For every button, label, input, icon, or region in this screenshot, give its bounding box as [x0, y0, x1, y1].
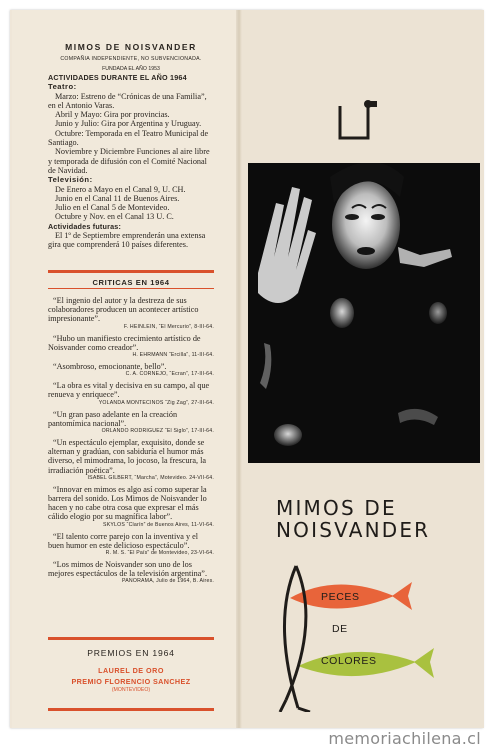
red-divider-top: [48, 270, 214, 273]
quote-text: “La obra es vital y decisiva en su campo, al que renueva y enriquece”.: [48, 381, 210, 400]
quote-text: “Un gran paso adelante en la creación pantomímica nacional”.: [48, 409, 178, 428]
tv-line: Julio en el Canal 5 de Montevideo.: [55, 203, 170, 213]
quote-source: PANORAMA, Julio de 1964, B. Aires.: [121, 578, 214, 585]
critic-quote: [48, 532, 214, 557]
quote-text: “El talento corre parejo con la inventiva y el buen humor en este delicioso espectáculo”.: [48, 531, 199, 550]
fish-word-colores: COLORES: [321, 655, 377, 667]
critic-quote: [48, 410, 214, 435]
red-divider-bottom: [48, 708, 214, 711]
quote-source: YOLANDA MONTECINOS “Zig Zag”, 27-III-64.: [98, 399, 214, 406]
quote-text: “Innovar en mimos es algo así como superar la barrera del sonido. Los Mimos de Noisvander lo hacen y no cabe otra cosa que expresar el más cálido elogio por su magnífica labor”.: [48, 484, 207, 522]
critic-quote: [48, 362, 214, 378]
center-fold: [236, 10, 242, 728]
critic-quote: [48, 334, 214, 359]
future-label: Actividades futuras:: [48, 221, 122, 231]
theater-line: Noviembre y Diciembre Funciones al aire libre y temporada de difusión con el Comité Nacional de Navidad.: [48, 147, 210, 175]
tv-line: De Enero a Mayo en el Canal 9, U. CH.: [55, 184, 186, 194]
critics-quotes: [48, 296, 214, 588]
critic-quote: [48, 485, 214, 529]
watermark: memoriachilena.cl: [328, 729, 481, 748]
quote-text: “Los mimos de Noisvander son uno de los mejores espectáculos de la televisión argentina”.: [48, 560, 207, 579]
quote-source: R. M. S. “El País” de Montevideo, 23-VI-64.: [105, 550, 214, 557]
quote-source: F. HEINLEIN, “El Mercurio”, 8-III-64.: [123, 323, 214, 330]
quote-source: H. EHRMANN “Ercilla”, 11-III-64.: [132, 352, 214, 359]
award-laurel: LAUREL DE ORO: [98, 666, 164, 675]
fish-graphic-icon: [276, 562, 440, 712]
tv-line: Octubre y Nov. en el Canal 13 U. C.: [55, 212, 174, 222]
quote-text: “Hubo un manifiesto crecimiento artístico de Noisvander como creador”.: [48, 333, 201, 352]
tv-line: Junio en el Canal 11 de Buenos Aires.: [55, 193, 180, 203]
company-title: MIMOS DE NOISVANDER: [65, 42, 197, 52]
future-text: El 1º de Septiembre emprenderán una extensa gira que comprenderá 10 países diferentes.: [48, 231, 206, 250]
activities-title: ACTIVIDADES DURANTE EL AÑO 1964: [48, 73, 187, 82]
awards-title: PREMIOS EN 1964: [87, 648, 175, 658]
critic-quote: [48, 296, 214, 331]
red-divider-critics: [48, 288, 214, 289]
company-subtitle: COMPAÑIA INDEPENDIENTE, NO SUBVENCIONADA.: [60, 56, 202, 62]
red-divider-awards: [48, 637, 214, 640]
theater-line: Marzo: Estreno de “Crónicas de una Familia”, en el Antonio Varas.: [48, 91, 207, 110]
tv-label: Televisión:: [48, 175, 93, 185]
critic-quote: [48, 381, 214, 406]
critics-title: CRITICAS EN 1964: [92, 278, 170, 287]
activities-section: [48, 73, 214, 250]
founded-note: FUNDADA EL AÑO 1953: [102, 66, 160, 72]
theater-line: Octubre: Temporada en el Teatro Municipal de Santiago.: [48, 128, 209, 148]
award-florencio: PREMIO FLORENCIO SANCHEZ: [71, 677, 191, 686]
cover-title-line1: MIMOS DE: [276, 496, 397, 520]
theater-label: Teatro:: [48, 82, 77, 92]
quote-text: “Asombroso, emocionante, bello”.: [53, 362, 167, 372]
quote-source: ISABEL GILBERT, “Marcha”, Motevideo. 24-VII-64.: [87, 474, 214, 481]
critic-quote: [48, 560, 214, 585]
theater-line: Abril y Mayo: Gira por provincias.: [55, 110, 170, 120]
mime-logo-icon: [336, 98, 382, 144]
cover-title-line2: NOISVANDER: [276, 518, 431, 542]
critic-quote: [48, 438, 214, 482]
mime-photo: [248, 163, 480, 463]
quote-text: “Un espectáculo ejemplar, exquisito, donde se alternan y gradúan, con sabiduría el humor más diverso, el mimodrama, lo jocoso, la frescura, la irradiación poética”.: [48, 438, 207, 475]
quote-text: “El ingenio del autor y la destreza de sus colaboradores producen un acontecer artístico impresionante”.: [48, 296, 199, 324]
fish-word-de: DE: [332, 623, 348, 635]
fish-word-peces: PECES: [321, 591, 360, 603]
quote-source: ORLANDO RODRIGUEZ “El Siglo”, 17-III-64.: [101, 428, 214, 435]
quote-source: C. A. CORNEJO, “Ecran”, 17-III-64.: [125, 371, 214, 378]
quote-source: SKYLOS “Clarín” de Buenos Aires, 11-VI-64.: [103, 521, 214, 528]
theater-line: Junio y Julio: Gira por Argentina y Uruguay.: [55, 119, 202, 129]
award-note: (MONTEVIDEO): [111, 687, 151, 693]
